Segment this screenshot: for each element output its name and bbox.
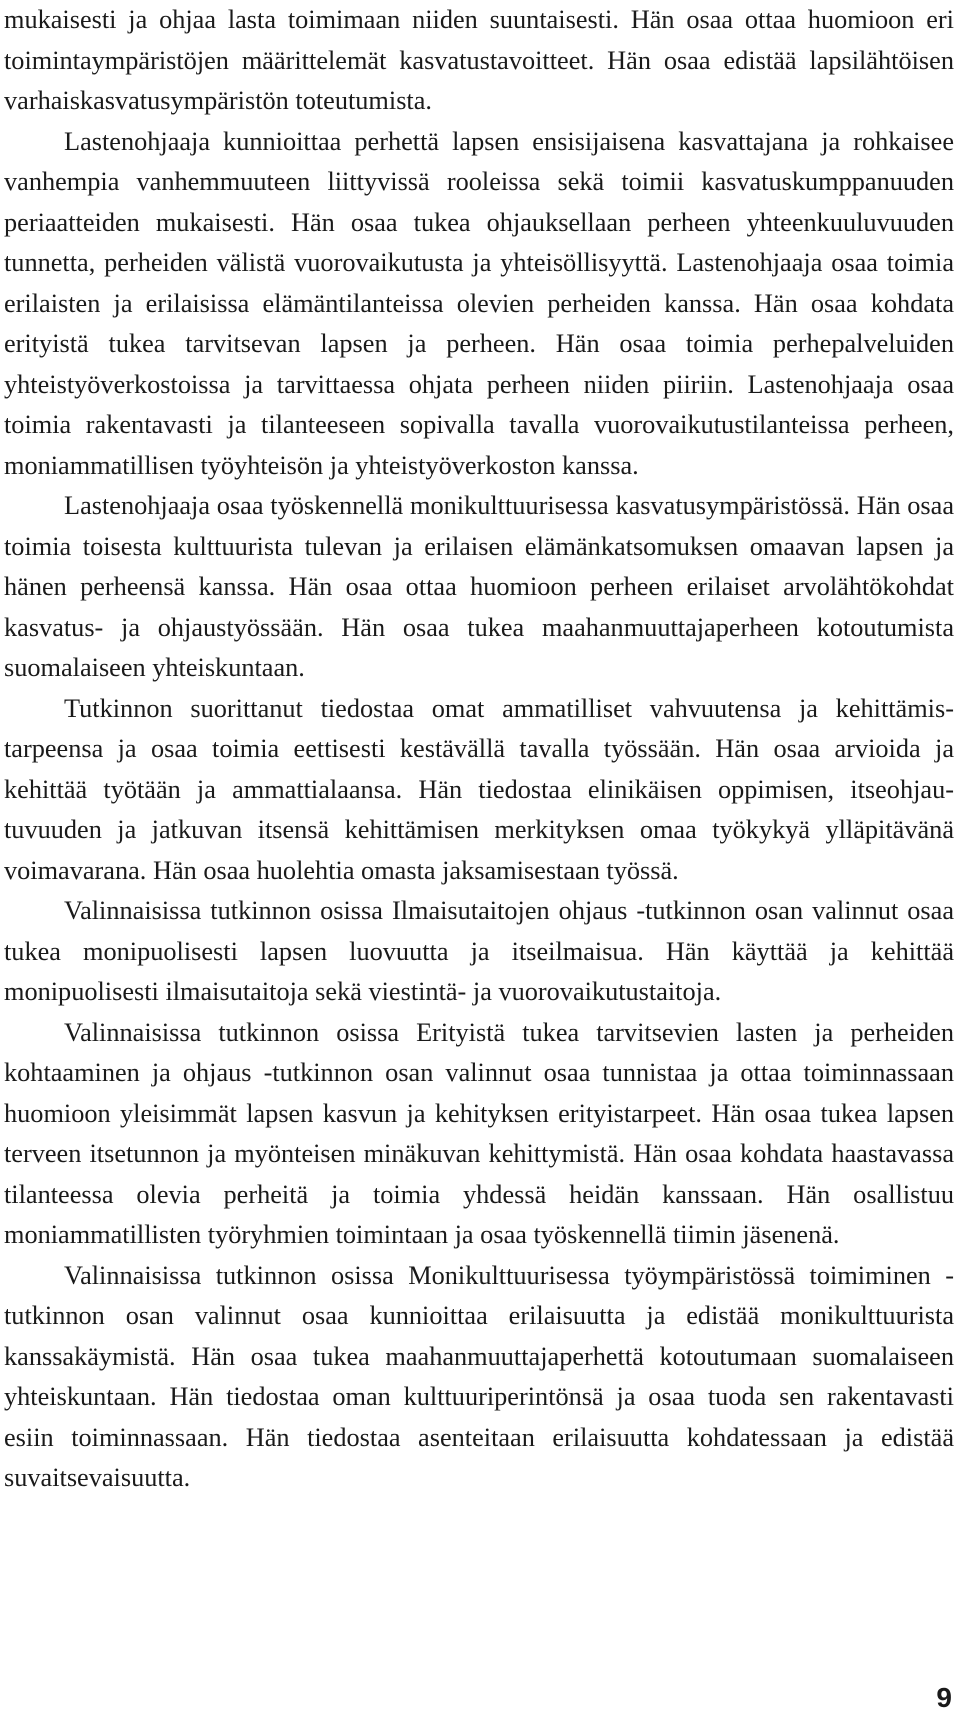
paragraph-elective-special-support: Valinnaisissa tutkinnon osissa Erityistä tukea tarvitsevien lasten ja perheiden kohtaaminen ja ohjaus -tutkinnon osan valinnut osaa tunnistaa ja ottaa toiminnassaan huomioon yleisimmät lapsen kasvun ja kehityksen erityistarpeet. Hän osaa tukea lapsen terveen itsetunnon ja myönteisen minäkuvan kehittymistä. Hän osaa kohdata haastavassa tilanteessa olevia perheitä ja toimia yhdessä heidän kanssaan. Hän osallistuu moniammatillisten työryhmien toimintaan ja osaa työskennellä tiimin jäsenenä.: [4, 1017, 954, 1249]
paragraph-elective-expression-skills: Valinnaisissa tutkinnon osissa Ilmaisutaitojen ohjaus -tutkinnon osan valinnut osaa tukea monipuolisesti lapsen luovuutta ja itseilmaisua. Hän käyttää ja kehittää monipuolisesti ilmaisutaitoja sekä viestintä- ja vuorovaikutustaitoja.: [4, 896, 954, 1006]
paragraph-elective-multicultural-work: Valinnaisissa tutkinnon osissa Monikulttuurisessa työympäristössä toimiminen -tutkinnon osan valinnut osaa kunnioittaa erilaisuutta ja edistää monikulttuurista kanssakäymistä. Hän osaa tukea maahanmuuttajaperhettä kotoutumaan suomalaiseen yhteiskuntaan. Hän tiedostaa oman kulttuuriperintönsä ja osaa tuoda sen rakentavasti esiin toiminnassaan. Hän tiedostaa asenteitaan erilaisuutta kohdatessaan ja edistää suvaitsevaisuutta.: [4, 1260, 954, 1492]
paragraph-multicultural-environment: Lastenohjaaja osaa työskennellä monikulttuurisessa kasvatusympäristössä. Hän osaa toimia toisesta kulttuurista tulevan ja erilaisen elämänkatsomuksen omaavan lapsen ja hänen perheensä kanssa. Hän osaa ottaa huomioon perheen erilaiset arvolähtökohdat kasvatus- ja ohjaustyössään. Hän osaa tukea maahanmuuttajaperheen kotoutumista suomalaiseen yhteiskuntaan.: [4, 491, 954, 682]
paragraph-family-cooperation: Lastenohjaaja kunnioittaa perhettä lapsen ensisijaisena kasvattajana ja rohkaisee vanhempia vanhemmuuteen liittyvissä rooleissa sekä toimii kasvatuskumppanuuden periaatteiden mukaisesti. Hän osaa tukea ohjauksellaan perheen yhteenkuuluvuuden tunnetta, perheiden välistä vuorovaikutusta ja yhteisöllisyyttä. Lastenohjaaja osaa toimia erilaisten ja erilaisissa elämäntilanteissa olevien perheiden kanssa. Hän osaa kohdata erityistä tukea tarvitsevan lapsen ja perheen. Hän osaa toimia perhepalveluiden yhteistyöverkostoissa ja tarvittaessa ohjata perheen niiden piiriin. Lastenohjaaja osaa toimia rakentavasti ja tilanteeseen sopivalla tavalla vuorovaikutustilanteissa perheen, moniammatillisen työyhteisön ja yhteistyöverkoston kanssa.: [4, 126, 954, 480]
body-text: [4, 0, 954, 1499]
page-number: 9: [936, 1682, 952, 1713]
paragraph-professional-development: Tutkinnon suorittanut tiedostaa omat ammatilliset vahvuutensa ja kehittämistarpeensa ja osaa toimia eettisesti kestävällä tavalla työssään. Hän osaa arvioida ja kehittää työtään ja ammattialaansa. Hän tiedostaa elinikäisen oppimisen, itseohjautuvuuden ja jatkuvan itsensä kehittämisen merkityksen omaa työkykyä ylläpitävänä voimavarana. Hän osaa huolehtia omasta jaksamisestaan työssä.: [4, 693, 954, 885]
paragraph-continuation: mukaisesti ja ohjaa lasta toimimaan niiden suuntaisesti. Hän osaa ottaa huomioon eri toimintaympäristöjen määrittelemät kasvatustavoitteet. Hän osaa edistää lapsilähtöisen varhaiskasvatusympäristön toteutumista.: [4, 5, 954, 115]
